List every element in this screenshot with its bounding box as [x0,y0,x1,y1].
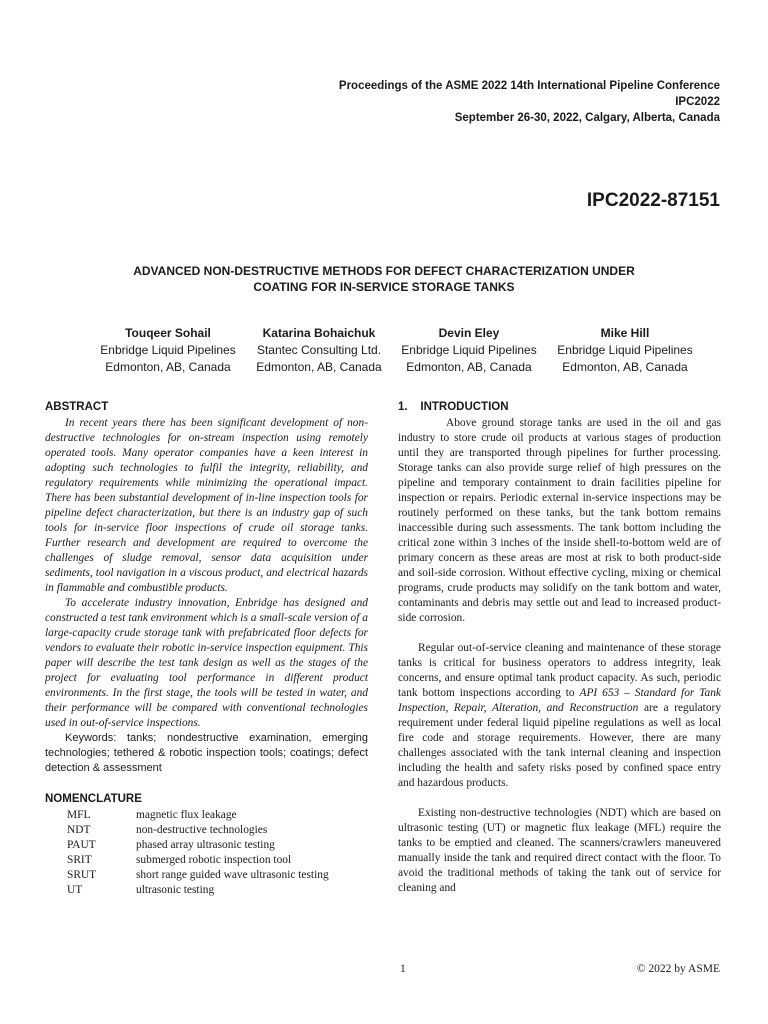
author-name: Touqeer Sohail [125,326,211,340]
conference-dates-location: September 26-30, 2022, Calgary, Alberta, Canada [454,112,720,124]
introduction-paragraph: Above ground storage tanks are used in the oil and gas industry to store crude oil products at various stages of production until they are transported through pipelines for further processing. Storage tanks can also provide surge relief of high pressures on the pipeline and temporary containment to drain facilities pipeline for inspection or repairs. Periodic external in-service inspections may be routinely performed on these tanks, but the tank bottom remains inaccessible during such assessments. The tank bottom including the critical zone within 3 inches of the inside shell-to-bottom weld are of primary concern as these areas are most at risk to both product-side and soil-side corrosion. Without effective cycling, mixing or chemical programs, crude products may solidify on the tank bottom and water, contaminants and debris may settle out and lead to increased product-side corrosion. [398,417,721,624]
abbreviation: NDT [67,824,91,836]
author-location: Edmonton, AB, Canada [105,360,231,374]
author-block [88,325,248,376]
nomenclature-row [67,883,329,898]
author-block [389,325,549,376]
title-line-1: ADVANCED NON-DESTRUCTIVE METHODS FOR DEFECT CHARACTERIZATION UNDER [133,264,635,278]
conference-header [339,78,720,126]
author-affiliation: Stantec Consulting Ltd. [256,343,382,357]
abbreviation: UT [67,884,83,896]
nomenclature-table [67,808,329,898]
paragraph-text: Regular out-of-service cleaning and maintenance of these storage tanks is critical for business operators to address integrity, leak concerns, and ensure optimal tank product capacity. As such, periodic tank bottom inspections according to [398,642,721,699]
paper-id: IPC2022-87151 [586,190,720,211]
paper-title [60,263,708,295]
author-affiliation: Enbridge Liquid Pipelines [401,343,537,357]
definition: submerged robotic inspection tool [136,854,292,866]
nomenclature-row [67,838,329,853]
introduction-heading: 1. INTRODUCTION [398,401,509,413]
right-column [398,400,721,896]
author-location: Edmonton, AB, Canada [406,360,532,374]
author-name: Devin Eley [438,326,500,340]
introduction-paragraph: Existing non-destructive technologies (NDT) which are based on ultrasonic testing (UT) or magnetic flux leakage (MFL) require the tanks to be emptied and cleaned. The scanners/crawlers maneuvered manually inside the tank and required direct contact with the floor. To avoid the traditional methods of taking the tank out of service for cleaning and [398,807,721,894]
author-name: Mike Hill [600,326,650,340]
author-block [545,325,705,376]
nomenclature-row [67,853,329,868]
copyright: © 2022 by ASME [636,963,720,975]
definition: non-destructive technologies [136,824,268,836]
conference-name: Proceedings of the ASME 2022 14th International Pipeline Conference [338,80,720,92]
definition: phased array ultrasonic testing [136,839,275,851]
standard-reference: API 653 – Standard for Tank Inspection, Repair, Alteration, and Reconstruction [398,687,721,714]
nomenclature-row [67,823,329,838]
conference-code: IPC2022 [675,96,720,108]
nomenclature-section [45,792,368,898]
left-column [45,400,368,898]
definition: magnetic flux leakage [136,809,237,821]
title-line-2: COATING FOR IN-SERVICE STORAGE TANKS [253,280,515,294]
nomenclature-row [67,808,329,823]
abbreviation: PAUT [67,839,96,851]
author-name: Katarina Bohaichuk [262,326,376,340]
abbreviation: SRUT [67,869,97,881]
abbreviation: MFL [67,809,91,821]
definition: ultrasonic testing [136,884,215,896]
abstract-heading: ABSTRACT [45,401,109,413]
author-affiliation: Enbridge Liquid Pipelines [100,343,236,357]
abstract-paragraph: To accelerate industry innovation, Enbridge has designed and constructed a test tank environment which is a small-scale version of a large-capacity crude storage tank with prefabricated floor defects for vendors to evaluate their robotic in-service inspection equipment. This paper will describe the test tank design as well as the stages of the project for evaluating tool performance in different product environments. In the first stage, the tools will be tested in water, and their performance will be compared with conventional technologies used in out-of-service inspections. [45,597,368,729]
paragraph-text: are a regulatory requirement under federal liquid pipeline regulations as well as local fire code and storage requirements. However, there are many challenges associated with the tank internal cleaning and inspection including the health and safety risks posed by confined space entry and hazardous products. [398,702,722,789]
abbreviation: SRIT [67,854,92,866]
introduction-paragraph [398,641,721,791]
author-affiliation: Enbridge Liquid Pipelines [557,343,693,357]
keywords: Keywords: tanks; nondestructive examination, emerging technologies; tethered & robotic inspection tools; coatings; defect detection & assessment [45,732,368,774]
author-block [239,325,399,376]
page-number: 1 [400,963,406,975]
definition: short range guided wave ultrasonic testing [136,869,329,881]
author-location: Edmonton, AB, Canada [562,360,688,374]
nomenclature-heading: NOMENCLATURE [45,793,142,805]
abstract-paragraph: In recent years there has been significant development of non-destructive technologies for on-stream inspection using remotely operated tools. Many operator companies have a keen interest in adopting such technologies to fulfil the integrity, reliability, and regulatory requirements while minimizing the operational impact. There has been substantial development of in-line inspection tools for pipeline defect characterization, but there is an industry gap of such tools for in-service floor inspections of crude oil storage tanks. Further research and development are required to overcome the challenges of sludge removal, sensor data acquisition under sediments, tool navigation in a viscous product, and electrical hazards in flammable and combustible products. [45,417,368,594]
author-location: Edmonton, AB, Canada [256,360,382,374]
nomenclature-row [67,868,329,883]
